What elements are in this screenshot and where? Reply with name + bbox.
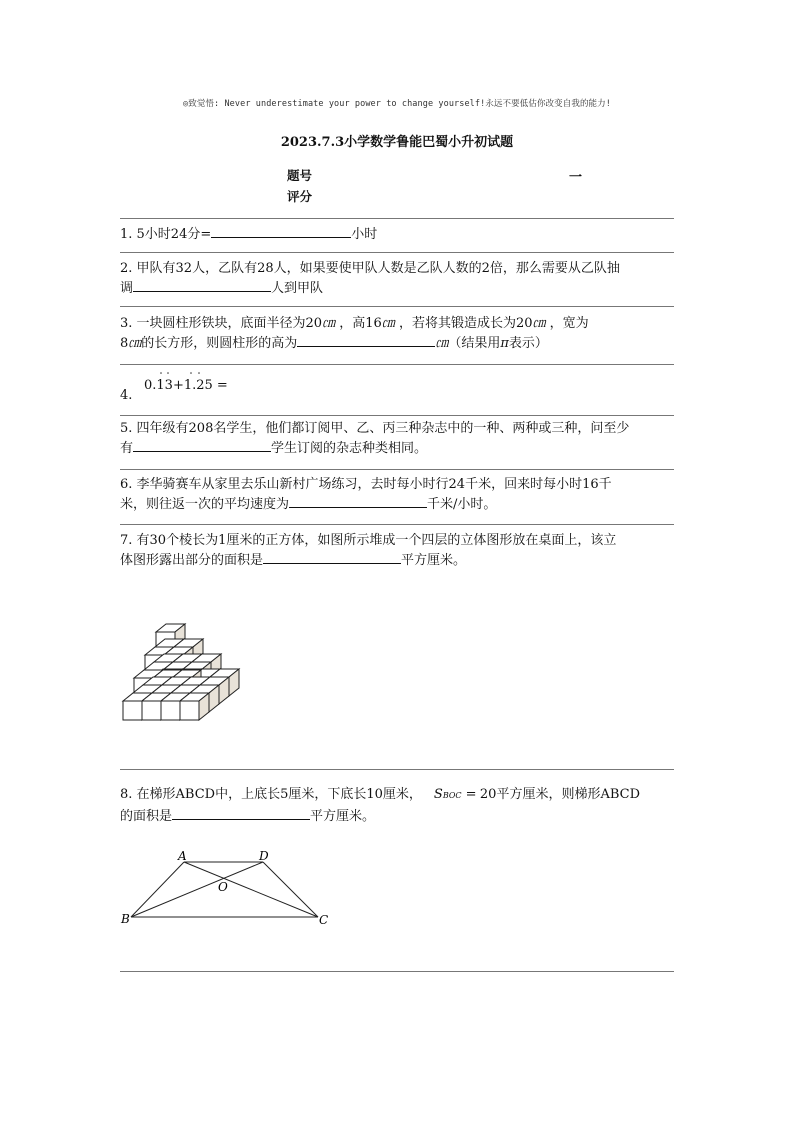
question-8 <box>120 778 680 824</box>
q3-text-f: 的长方形，则圆柱形的高为 <box>141 336 298 351</box>
cube <box>180 693 209 720</box>
side-AB <box>131 862 184 917</box>
q3-text-d: ，宽为 <box>549 316 589 331</box>
q8-text-c: 的面积是 <box>120 809 173 824</box>
q3-unit: ㎝ <box>435 336 449 351</box>
question-3 <box>120 315 680 353</box>
q8-text-b: 20平方厘米，则梯形ABCD <box>479 787 641 802</box>
cube-stack-figure <box>118 598 258 726</box>
equals-sign: = <box>465 787 477 802</box>
question-2 <box>120 260 680 298</box>
diagonal-BD <box>131 862 263 917</box>
q6-text-c: 千米/小时。 <box>427 497 497 512</box>
divider <box>120 415 674 416</box>
label-C: C <box>319 913 329 927</box>
diagonal-AC <box>184 862 318 917</box>
q3-unit: ㎝ <box>128 336 142 351</box>
question-1 <box>120 224 680 244</box>
divider <box>120 252 674 253</box>
area-subscript: BOC <box>442 791 462 800</box>
q3-text-e: 8 <box>120 336 129 351</box>
q8-text-d: 平方厘米。 <box>310 809 376 824</box>
q2-answer-blank[interactable] <box>133 278 271 292</box>
q7-answer-blank[interactable] <box>263 550 401 564</box>
q2-text-c: 人到甲队 <box>271 281 324 296</box>
repeating-decimal-dots <box>144 371 224 379</box>
divider <box>120 971 674 972</box>
q3-text-h: 表示） <box>508 336 548 351</box>
q4-number: 4. <box>120 388 133 403</box>
q3-text-a: 3. 一块圆柱形铁块，底面半径为20 <box>120 316 323 331</box>
motto-header: ◎致觉悟: Never underestimate your power to change yourself!永远不要低估你改变自我的能力! <box>183 99 611 109</box>
divider <box>120 306 674 307</box>
q3-unit: ㎝ <box>322 316 336 331</box>
divider <box>120 524 674 525</box>
q5-text-b: 有 <box>120 441 134 456</box>
q1-answer-blank[interactable] <box>211 224 351 238</box>
label-A: A <box>178 849 187 863</box>
page-title: 2023.7.3小学数学鲁能巴蜀小升初试题 <box>280 135 514 150</box>
q5-line1: 5. 四年级有208名学生，他们都订阅甲、乙、丙三种杂志中的一种、两种或三种，问至少 <box>120 421 630 436</box>
q7-text-b: 体图形露出部分的面积是 <box>120 553 264 568</box>
divider <box>120 364 674 365</box>
q5-answer-blank[interactable] <box>133 438 271 452</box>
q5-text-c: 学生订阅的杂志种类相同。 <box>271 441 428 456</box>
q6-answer-blank[interactable] <box>289 494 427 508</box>
q8-answer-blank[interactable] <box>172 806 310 820</box>
divider <box>120 218 674 219</box>
q2-line1: 2. 甲队有32人，乙队有28人，如果要使甲队人数是乙队人数的2倍，那么需要从乙队抽 <box>120 261 620 276</box>
question-5 <box>120 420 680 458</box>
q4-expression: 0.13+1.25 = <box>144 378 228 393</box>
pi-symbol: π <box>500 336 509 351</box>
q3-text-b: ，高16 <box>339 316 382 331</box>
score-table-row2-label: 评分 <box>287 189 313 204</box>
label-O: O <box>218 880 228 894</box>
q1-text: 1. 5小时24分= <box>120 227 212 242</box>
q2-text-b: 调 <box>120 281 134 296</box>
side-DC <box>263 862 318 917</box>
q3-unit: ㎝ <box>381 316 395 331</box>
q6-text-b: 米，则往返一次的平均速度为 <box>120 497 290 512</box>
q3-text-g: （结果用 <box>448 336 501 351</box>
divider <box>120 469 674 470</box>
q8-text-a: 8. 在梯形ABCD中，上底长5厘米，下底长10厘米， <box>120 787 422 802</box>
question-6 <box>120 476 680 514</box>
q1-unit: 小时 <box>351 227 378 242</box>
divider <box>120 769 674 770</box>
q3-text-c: ，若将其锻造成长为20 <box>398 316 533 331</box>
trapezoid-figure <box>118 845 338 935</box>
q3-answer-blank[interactable] <box>297 333 435 347</box>
q3-unit: ㎝ <box>532 316 546 331</box>
label-D: D <box>259 849 269 863</box>
q7-text-c: 平方厘米。 <box>401 553 467 568</box>
label-B: B <box>121 912 130 926</box>
question-7 <box>120 532 680 570</box>
q6-line1: 6. 李华骑赛车从家里去乐山新村广场练习，去时每小时行24千米，回来时每小时16千 <box>120 477 612 492</box>
q7-line1: 7. 有30个棱长为1厘米的正方体，如图所示堆成一个四层的立体图形放在桌面上，该立 <box>120 533 617 548</box>
score-table-row1-label: 题号 <box>287 168 313 183</box>
score-table-col1: 一 <box>569 170 583 185</box>
area-symbol: S <box>433 787 443 802</box>
